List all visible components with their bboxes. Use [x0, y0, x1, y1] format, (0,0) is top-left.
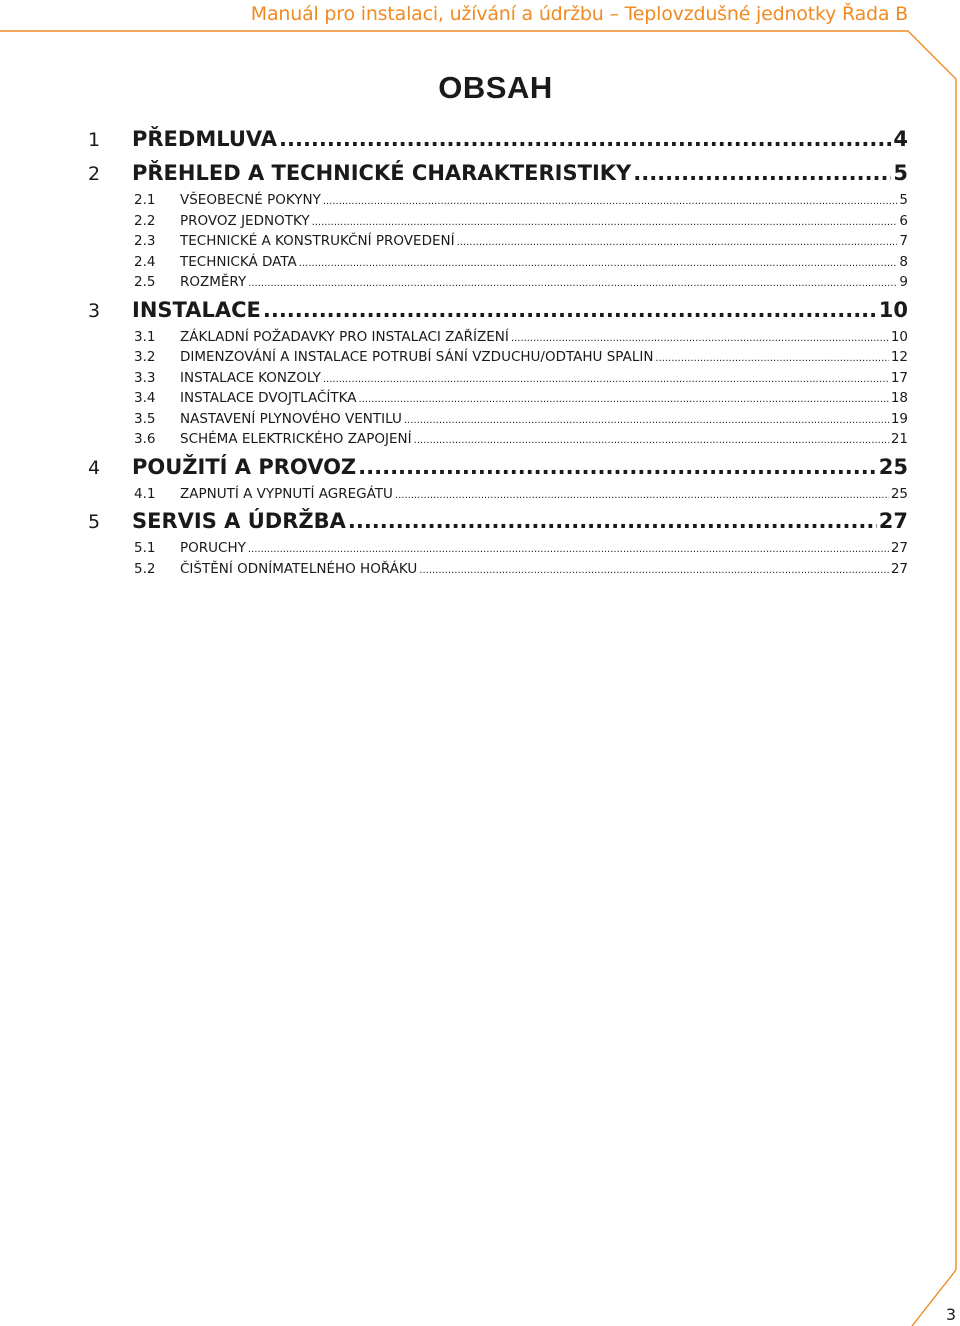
toc-entry-page: 12	[890, 349, 908, 365]
toc-dot-leader	[395, 486, 889, 507]
toc-dot-leader	[419, 561, 889, 582]
toc-section-entry[interactable]	[88, 559, 908, 580]
page-number: 3	[945, 1305, 956, 1324]
toc-chapter-entry[interactable]	[88, 504, 908, 538]
toc-entry-label: SCHÉMA ELEKTRICKÉHO ZAPOJENÍ	[180, 431, 412, 447]
toc-entry-label: VŠEOBECNÉ POKYNY	[180, 192, 321, 208]
toc-entry-number: 2.4	[134, 253, 156, 270]
toc-section-entry[interactable]	[88, 190, 908, 211]
toc-entry-label: INSTALACE	[132, 297, 261, 322]
toc-entry-page: 27	[878, 509, 908, 533]
toc-entry-page: 27	[890, 560, 908, 577]
toc-entry-page: 10	[878, 297, 908, 322]
toc-entry-page: 10	[890, 328, 908, 345]
toc-entry-number: 3.5	[134, 410, 156, 427]
toc-section-entry[interactable]	[88, 429, 908, 450]
toc-entry-label: TECHNICKÁ DATA	[180, 253, 297, 270]
toc-entry-page: 6	[899, 212, 908, 229]
toc-title: OBSAH	[438, 70, 553, 105]
toc-entry-number: 3.2	[134, 349, 156, 365]
toc-chapter-entry[interactable]	[88, 293, 908, 327]
toc-entry-label: DIMENZOVÁNÍ A INSTALACE POTRUBÍ SÁNÍ VZDUCHU/ODTAHU SPALIN	[180, 349, 654, 365]
toc-section-entry[interactable]	[88, 231, 908, 252]
toc-section-entry[interactable]	[88, 272, 908, 293]
toc-entry-number: 5.2	[134, 560, 156, 577]
toc-entry-number: 2.3	[134, 233, 156, 249]
toc-dot-leader	[323, 192, 898, 213]
toc-entry-number: 5.1	[134, 540, 156, 556]
toc-dot-leader	[655, 349, 888, 370]
toc-entry-label: INSTALACE KONZOLY	[180, 369, 321, 386]
toc-section-entry[interactable]	[88, 252, 908, 273]
toc-section-entry[interactable]	[88, 538, 908, 559]
toc-section-entry[interactable]	[88, 388, 908, 409]
toc-section-entry[interactable]	[88, 409, 908, 430]
toc-entry-number: 3.1	[134, 328, 156, 345]
toc-entry-label: PŘEDMLUVA	[132, 127, 278, 151]
toc-dot-leader	[358, 450, 877, 484]
toc-dot-leader	[248, 540, 889, 561]
toc-entry-label: PORUCHY	[180, 540, 246, 556]
toc-entry-label: ZÁKLADNÍ POŽADAVKY PRO INSTALACI ZAŘÍZENÍ	[180, 328, 509, 345]
toc-entry-label: ROZMĚRY	[180, 274, 247, 290]
toc-dot-leader	[414, 431, 889, 452]
toc-dot-leader	[511, 329, 889, 350]
toc-chapter-entry[interactable]	[88, 122, 908, 156]
toc-entry-label: POUŽITÍ A PROVOZ	[132, 454, 357, 479]
toc-entry-number: 1	[88, 129, 101, 151]
toc-entry-number: 3	[88, 299, 101, 322]
toc-entry-page: 4	[893, 127, 908, 151]
toc-entry-page: 21	[890, 431, 908, 447]
toc-entry-number: 3.6	[134, 431, 156, 447]
toc-entry-page: 5	[893, 161, 908, 185]
toc-section-entry[interactable]	[88, 327, 908, 348]
toc-dot-leader	[348, 504, 877, 538]
toc-dot-leader	[299, 254, 898, 275]
toc-dot-leader	[404, 411, 889, 432]
toc-entry-page: 25	[890, 485, 908, 502]
toc-entry-label: PŘEHLED A TECHNICKÉ CHARAKTERISTIKY	[132, 161, 632, 185]
toc-entry-page: 8	[899, 253, 908, 270]
toc-entry-label: ZAPNUTÍ A VYPNUTÍ AGREGÁTU	[180, 485, 393, 502]
toc-section-entry[interactable]	[88, 368, 908, 389]
toc-entry-page: 18	[890, 390, 908, 406]
toc-entry-label: NASTAVENÍ PLYNOVÉHO VENTILU	[180, 410, 402, 427]
header-subtitle: Teplovzdušné jednotky Řada B	[624, 3, 908, 25]
header-separator: –	[609, 3, 619, 25]
toc-dot-leader	[359, 390, 889, 411]
toc-entry-label: TECHNICKÉ A KONSTRUKČNÍ PROVEDENÍ	[180, 233, 455, 249]
toc-entry-label: PROVOZ JEDNOTKY	[180, 212, 310, 229]
toc-entry-number: 3.3	[134, 369, 156, 386]
toc-entry-number: 5	[88, 511, 101, 533]
toc-section-entry[interactable]	[88, 484, 908, 505]
toc-entry-label: ČIŠTĚNÍ ODNÍMATELNÉHO HOŘÁKU	[180, 560, 418, 577]
toc-entry-number: 2	[88, 163, 101, 185]
toc-entry-number: 4.1	[134, 485, 156, 502]
toc-entry-page: 25	[878, 454, 908, 479]
toc-dot-leader	[263, 293, 877, 327]
toc-chapter-entry[interactable]	[88, 156, 908, 190]
toc-entry-page: 5	[899, 192, 908, 208]
toc-entry-number: 3.4	[134, 390, 156, 406]
toc-entry-label: INSTALACE DVOJTLAČÍTKA	[180, 390, 357, 406]
toc-dot-leader	[323, 370, 889, 391]
toc-entry-page: 7	[899, 233, 908, 249]
toc-entry-label: SERVIS A ÚDRŽBA	[132, 509, 346, 533]
toc-entry-page: 17	[890, 369, 908, 386]
toc-section-entry[interactable]	[88, 211, 908, 232]
toc-entry-number: 2.1	[134, 192, 156, 208]
toc-entry-page: 19	[890, 410, 908, 427]
toc-dot-leader	[312, 213, 898, 234]
toc-entry-number: 2.5	[134, 274, 156, 290]
table-of-contents	[88, 122, 908, 579]
toc-entry-page: 9	[899, 274, 908, 290]
header-title: Manuál pro instalaci, užívání a údržbu	[250, 3, 604, 25]
toc-dot-leader	[457, 233, 898, 254]
toc-dot-leader	[248, 274, 897, 295]
toc-section-entry[interactable]	[88, 347, 908, 368]
toc-chapter-entry[interactable]	[88, 450, 908, 484]
toc-entry-number: 4	[88, 456, 101, 479]
toc-dot-leader	[633, 156, 891, 190]
running-header	[251, 3, 908, 25]
toc-entry-number: 2.2	[134, 212, 156, 229]
toc-dot-leader	[279, 122, 891, 156]
toc-entry-page: 27	[890, 540, 908, 556]
